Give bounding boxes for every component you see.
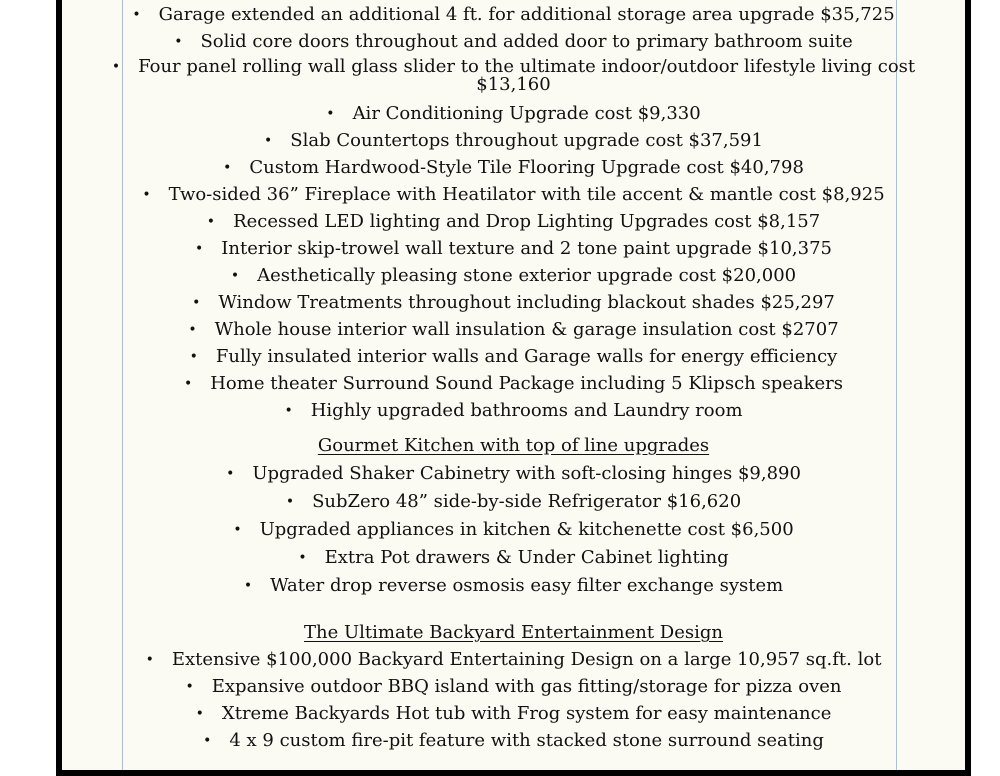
list-item: [62, 100, 965, 127]
list-item: [62, 370, 965, 397]
bullet-icon: •: [285, 494, 295, 510]
bullet-icon: •: [195, 241, 204, 257]
bullet-icon: •: [264, 133, 273, 149]
list-item-text: Solid core doors throughout and added door to primary bathroom suite: [200, 31, 853, 52]
list-item-text: Four panel rolling wall glass slider to the ultimate indoor/outdoor lifestyle living cost: [138, 56, 916, 77]
list-item: [62, 572, 965, 599]
bullet-icon: •: [185, 679, 194, 695]
list-item-continuation: [62, 76, 965, 94]
bullet-icon: •: [142, 187, 151, 203]
list-item-text: Home theater Surround Sound Package including 5 Klipsch speakers: [210, 373, 844, 394]
list-item: [62, 262, 965, 289]
upgrades-list: [62, 1, 965, 55]
kitchen-heading: Gourmet Kitchen with top of line upgrades: [317, 435, 710, 456]
list-item-text: Interior skip-trowel wall texture and 2 tone paint upgrade $10,375: [221, 238, 832, 259]
bullet-icon: •: [174, 34, 183, 50]
list-item-text: Xtreme Backyards Hot tub with Frog system for easy maintenance: [221, 703, 832, 724]
list-item-text: Custom Hardwood-Style Tile Flooring Upgrade cost $40,798: [249, 157, 804, 178]
bullet-icon: •: [132, 7, 141, 23]
bullet-icon: •: [233, 522, 242, 538]
list-item-text: 4 x 9 custom fire-pit feature with stacked stone surround seating: [229, 730, 824, 751]
list-item: [62, 397, 965, 424]
list-item-text: Expansive outdoor BBQ island with gas fitting/storage for pizza oven: [211, 676, 842, 697]
list-item-text: Upgraded Shaker Cabinetry with soft-closing hinges $9,890: [252, 463, 801, 484]
bullet-icon: •: [145, 652, 154, 668]
bullet-icon: •: [226, 466, 235, 482]
bullet-icon: •: [203, 733, 212, 749]
backyard-heading: The Ultimate Backyard Entertainment Design: [304, 622, 723, 643]
kitchen-section: [62, 432, 965, 599]
list-item-text: Aesthetically pleasing stone exterior upgrade cost $20,000: [257, 265, 797, 286]
list-item: [62, 343, 965, 370]
document-page: [56, 0, 971, 776]
list-item: [62, 127, 965, 154]
list-item-text: Two-sided 36” Fireplace with Heatilator with tile accent & mantle cost $8,925: [168, 184, 885, 205]
bullet-icon: •: [189, 349, 198, 365]
backyard-section: [62, 619, 965, 754]
bullet-icon: •: [230, 268, 240, 284]
list-item: [62, 646, 965, 673]
list-item-text: Fully insulated interior walls and Garage walls for energy efficiency: [215, 346, 838, 367]
list-item: [62, 673, 965, 700]
list-item-text: Highly upgraded bathrooms and Laundry room: [310, 400, 743, 421]
bullet-icon: •: [243, 578, 253, 594]
list-item-text: Slab Countertops throughout upgrade cost $37,591: [290, 130, 763, 151]
list-item-text: SubZero 48” side-by-side Refrigerator $16,620: [312, 491, 742, 512]
bullet-icon: •: [223, 160, 232, 176]
bullet-icon: •: [192, 295, 201, 311]
list-item-text: Garage extended an additional 4 ft. for additional storage area upgrade $35,725: [158, 4, 895, 25]
list-item-text: $13,160: [476, 74, 551, 95]
list-item: [62, 1, 965, 28]
list-item-text: Air Conditioning Upgrade cost $9,330: [352, 103, 701, 124]
list-item-text: Extensive $100,000 Backyard Entertaining Design on a large 10,957 sq.ft. lot: [171, 649, 882, 670]
list-item: [62, 154, 965, 181]
bullet-icon: •: [183, 376, 193, 392]
list-item-text: Recessed LED lighting and Drop Lighting Upgrades cost $8,157: [233, 211, 821, 232]
slider-item: [62, 58, 965, 94]
bullet-icon: •: [206, 214, 216, 230]
list-item: [62, 289, 965, 316]
bullet-icon: •: [284, 403, 293, 419]
list-item: [62, 316, 965, 343]
list-item: [62, 488, 965, 515]
bullet-icon: •: [111, 59, 121, 75]
list-item: [62, 181, 965, 208]
upgrades-more-list: [62, 100, 965, 424]
list-item: [62, 544, 965, 571]
list-item-text: Extra Pot drawers & Under Cabinet lighting: [324, 547, 729, 568]
list-item-text: Whole house interior wall insulation & garage insulation cost $2707: [214, 319, 839, 340]
bullet-icon: •: [298, 550, 307, 566]
list-item: [62, 700, 965, 727]
bullet-icon: •: [195, 706, 204, 722]
bullet-icon: •: [188, 322, 197, 338]
list-item: [62, 516, 965, 543]
list-item-text: Upgraded appliances in kitchen & kitchenette cost $6,500: [259, 519, 794, 540]
list-item: [62, 208, 965, 235]
list-item: [62, 28, 965, 55]
list-item: [62, 235, 965, 262]
list-item: [62, 460, 965, 487]
list-item-text: Window Treatments throughout including blackout shades $25,297: [218, 292, 835, 313]
list-item-text: Water drop reverse osmosis easy filter exchange system: [270, 575, 784, 596]
bullet-icon: •: [326, 106, 335, 122]
